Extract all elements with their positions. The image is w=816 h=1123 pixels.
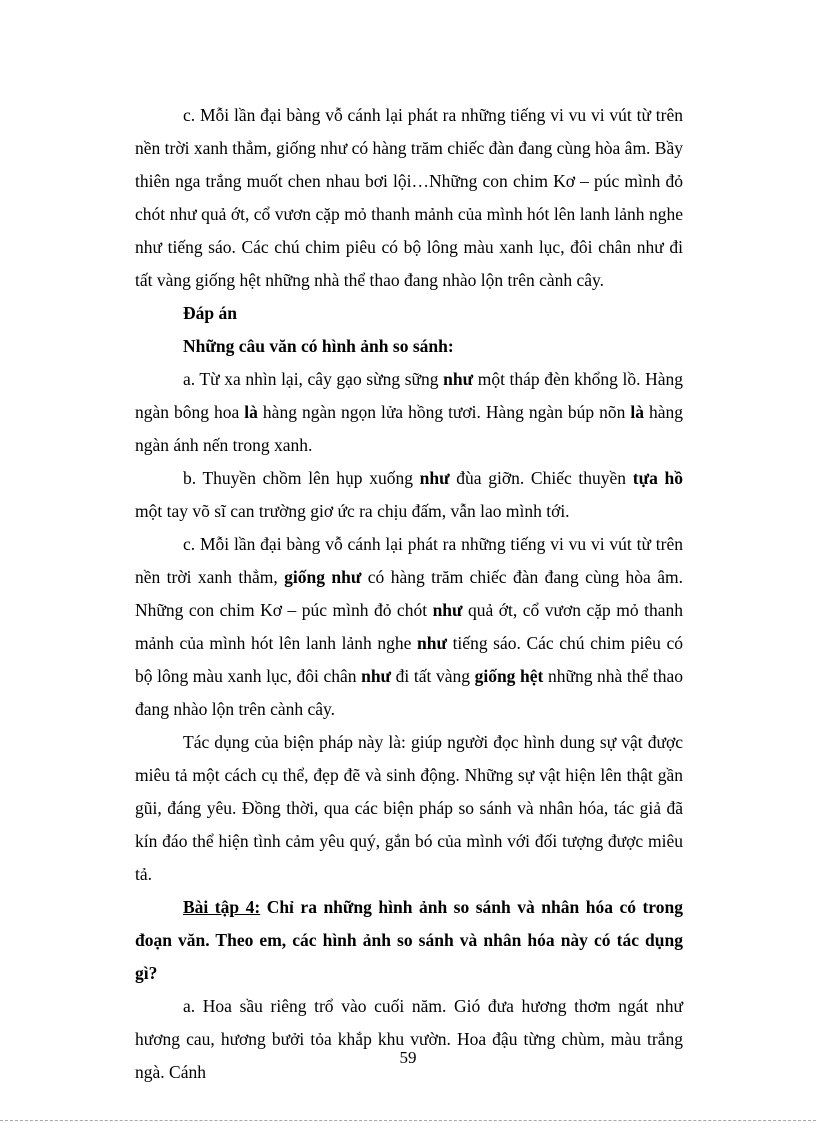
text-run: một tay võ sĩ can trường giơ ức ra chịu đấm, vẫn lao mình tới.	[135, 501, 570, 521]
text-run: c. Mỗi lần đại bàng vỗ cánh lại phát ra những tiếng vi vu vi vút từ trên nền trời xanh thẳm, giống như có hàng trăm chiếc đàn đang cùng hòa âm. Bầy thiên nga trắng muốt chen nhau bơi lội…Những con chim Kơ – púc mình đỏ chót như quả ớt, cổ vươn cặp mỏ thanh mảnh của mình hót lên lanh lảnh nghe như tiếng sáo. Các chú chim piêu có bộ lông màu xanh lục, đôi chân như đi tất vàng giống hệt những nhà thể thao đang nhào lộn trên cành cây.	[135, 105, 683, 290]
text-run: một tháp đèn khổng lồ. Hàng ngàn bông hoa	[135, 369, 684, 422]
text-run: những nhà thể thao đang nhào lộn trên cành cây.	[135, 666, 684, 719]
page-break-divider	[0, 1120, 816, 1121]
text-run: hàng ngàn ngọn lửa hồng tươi. Hàng ngàn búp nõn	[257, 402, 631, 422]
paragraph-answer-a	[135, 363, 683, 462]
page-number: 59	[399, 1048, 417, 1067]
paragraph-exercise-4	[135, 891, 683, 990]
heading-dap-an	[135, 297, 683, 330]
text-run: b. Thuyền chồm lên hụp xuống	[183, 468, 420, 488]
text-run: a. Từ xa nhìn lại, cây gạo sừng sững	[183, 369, 444, 389]
text-run: như	[361, 666, 392, 686]
text-run: a. Hoa sầu riêng trổ vào cuối năm. Gió đưa hương thơm ngát như hương cau, hương bưởi tỏa khắp khu vườn. Hoa đậu từng chùm, màu trắng ngà. Cánh	[135, 996, 683, 1082]
paragraph-effect	[135, 726, 683, 891]
text-run: Những câu văn có hình ảnh so sánh:	[183, 336, 454, 356]
text-run: đi tất vàng	[391, 666, 475, 686]
text-run: như	[417, 633, 447, 653]
text-run: như	[432, 600, 463, 620]
paragraph-answer-c	[135, 528, 683, 726]
paragraph-passage-a	[135, 990, 683, 1089]
text-run: quả ớt, cổ vươn cặp mỏ thanh mảnh của mình hót lên lanh lảnh nghe	[135, 600, 683, 653]
text-run: Tác dụng của biện pháp này là: giúp người đọc hình dung sự vật được miêu tả một cách cụ thể, đẹp đẽ và sinh động. Những sự vật hiện lên thật gần gũi, đáng yêu. Đồng thời, qua các biện pháp so sánh và nhân hóa, tác giả đã kín đáo thể hiện tình cảm yêu quý, gắn bó của mình với đối tượng được miêu tả.	[135, 732, 683, 884]
text-run: Bài tập 4:	[183, 897, 261, 917]
text-run: như	[419, 468, 450, 488]
text-run: giống hệt	[474, 666, 544, 686]
text-run: như	[443, 369, 474, 389]
text-run: là	[244, 402, 258, 422]
text-run: đùa giỡn. Chiếc thuyền	[449, 468, 633, 488]
text-run: hàng ngàn ánh nến trong xanh.	[135, 402, 683, 455]
heading-sentences-with-comparison	[135, 330, 683, 363]
text-run: tựa hồ	[632, 468, 683, 488]
paragraph-answer-b	[135, 462, 683, 528]
text-run: Chỉ ra những hình ảnh so sánh và nhân hóa có trong đoạn văn. Theo em, các hình ảnh so sánh và nhân hóa này có tác dụng gì?	[135, 897, 683, 983]
text-run: là	[630, 402, 644, 422]
text-run: có hàng trăm chiếc đàn đang cùng hòa âm. Những con chim Kơ – púc mình đỏ chót	[135, 567, 683, 620]
text-run: giống như	[284, 567, 362, 587]
text-run: tiếng sáo. Các chú chim piêu có bộ lông màu xanh lục, đôi chân	[135, 633, 684, 686]
paragraph-exercise-c	[135, 99, 683, 297]
document-body	[135, 99, 683, 1089]
text-run: Đáp án	[183, 303, 237, 323]
text-run: c. Mỗi lần đại bàng vỗ cánh lại phát ra những tiếng vi vu vi vút từ trên nền trời xanh thẳm,	[135, 534, 683, 587]
